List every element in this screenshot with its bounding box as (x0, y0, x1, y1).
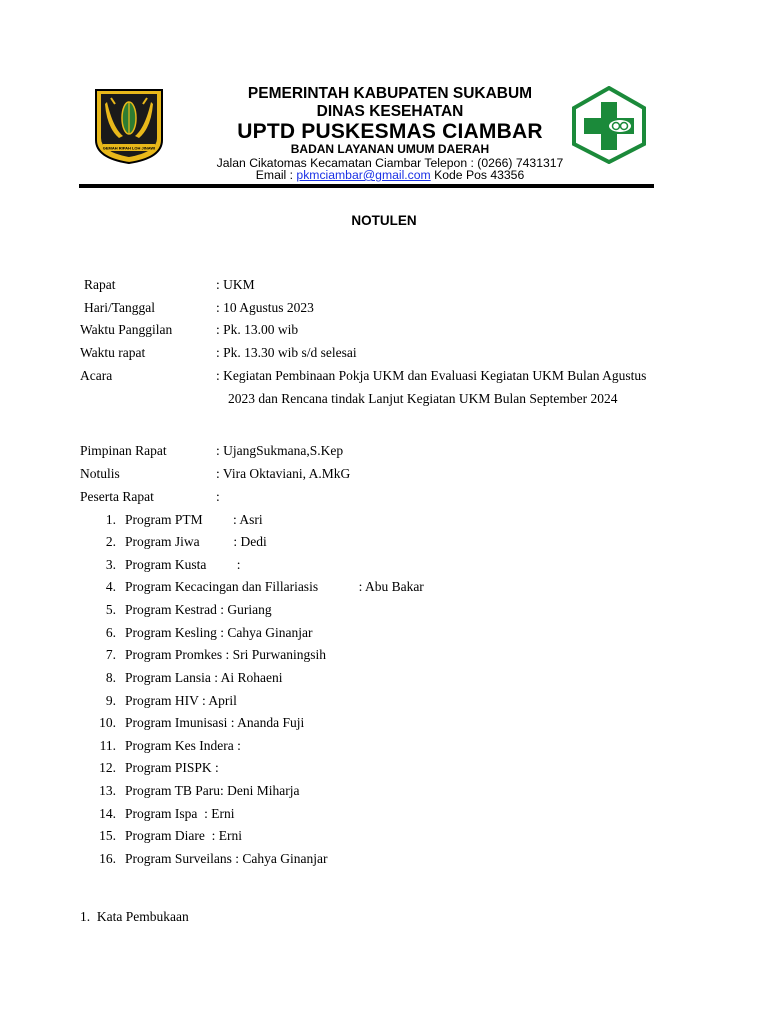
value-pimpinan-rapat: : UjangSukmana,S.Kep (216, 443, 344, 458)
header-government: PEMERINTAH KABUPATEN SUKABUM (247, 85, 533, 102)
value-acara-line1: : Kegiatan Pembinaan Pokja UKM dan Evaluasi Kegiatan UKM Bulan Agustus (216, 368, 647, 383)
value-waktu-rapat: : Pk. 13.30 wib s/d selesai (216, 345, 357, 360)
header-divider (79, 184, 654, 188)
value-peserta-rapat: : (216, 489, 220, 504)
label-waktu-rapat: Waktu rapat (80, 345, 146, 360)
header-address: Jalan Cikatomas Kecamatan Ciambar Telepon : (0266) 7431317 (216, 156, 564, 170)
header-contact (190, 168, 590, 182)
label-notulis: Notulis (80, 466, 120, 481)
email-label: Email : (255, 168, 297, 182)
header-institution: UPTD PUSKESMAS CIAMBAR (237, 120, 543, 143)
header-department: DINAS KESEHATAN (316, 103, 464, 120)
email-link[interactable]: pkmciambar@gmail.com (296, 168, 431, 182)
value-notulis: : Vira Oktaviani, A.MkG (216, 466, 351, 481)
label-acara: Acara (80, 368, 113, 383)
value-hari-tanggal: : 10 Agustus 2023 (216, 300, 314, 315)
label-hari-tanggal: Hari/Tanggal (84, 300, 156, 315)
postal-code: Kode Pos 43356 (430, 168, 525, 182)
label-peserta-rapat: Peserta Rapat (80, 489, 154, 504)
document-title: NOTULEN (351, 213, 417, 228)
value-rapat: : UKM (216, 277, 255, 292)
label-waktu-panggilan: Waktu Panggilan (80, 322, 173, 337)
label-pimpinan-rapat: Pimpinan Rapat (80, 443, 167, 458)
logo-motto: GEMAH RIPAH LOH JINAWI (102, 145, 156, 151)
kabupaten-logo (93, 88, 165, 164)
label-rapat: Rapat (84, 277, 116, 292)
section-kata-pembukaan: 1. Kata Pembukaan (80, 909, 189, 924)
value-waktu-panggilan: : Pk. 13.00 wib (216, 322, 299, 337)
value-acara-line2: 2023 dan Rencana tindak Lanjut Kegiatan UKM Bulan September 2024 (228, 391, 618, 406)
header-subtitle: BADAN LAYANAN UMUM DAERAH (290, 142, 490, 156)
